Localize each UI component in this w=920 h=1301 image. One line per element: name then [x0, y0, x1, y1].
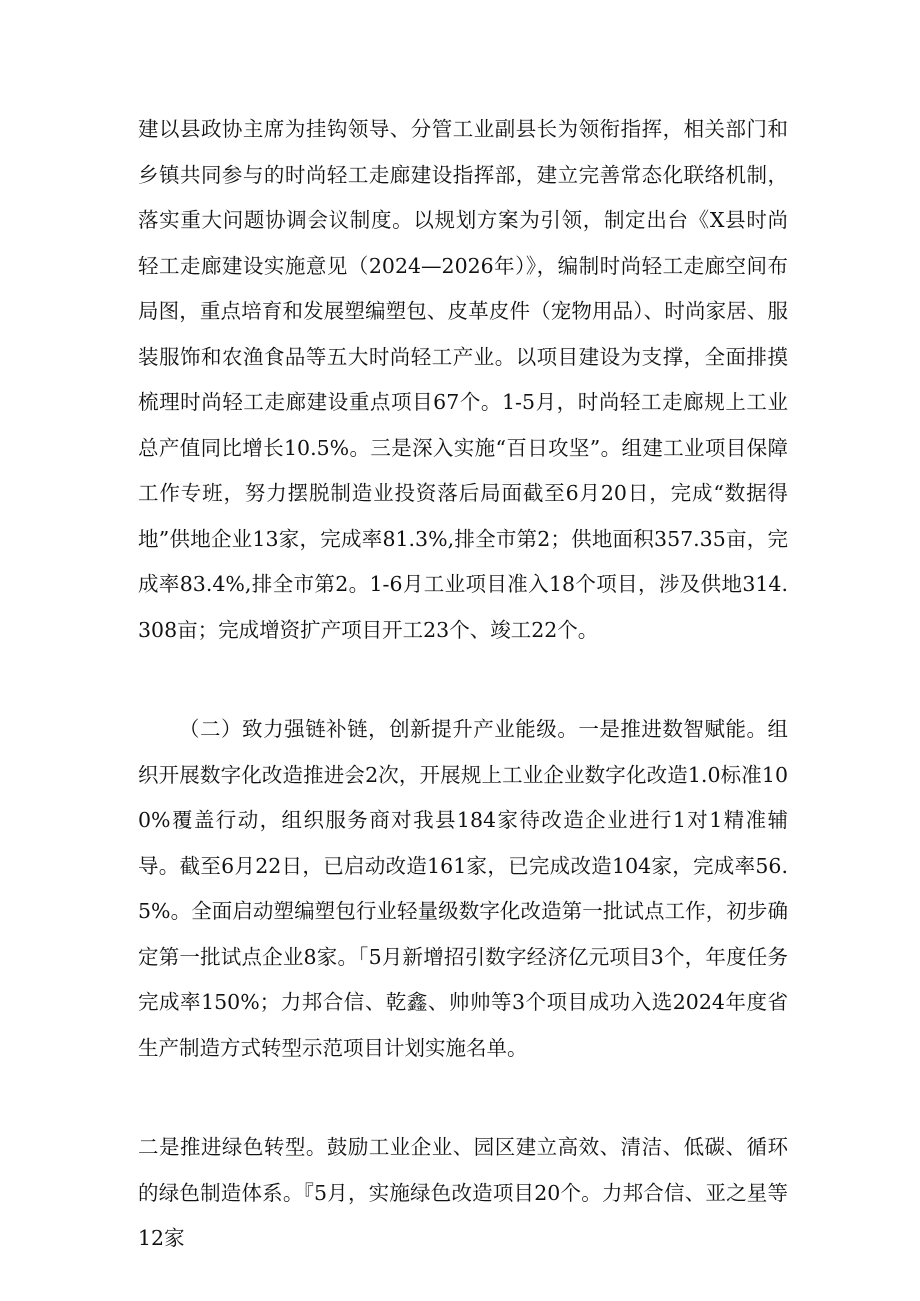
body-paragraph-3: 二是推进绿色转型。鼓励工业企业、园区建立高效、清洁、低碳、循环的绿色制造体系。『5月，实施绿色改造项目20个。力邦合信、亚之星等12家	[138, 1135, 788, 1250]
body-paragraph-1: 建以县政协主席为挂钩领导、分管工业副县长为领衔指挥，相关部门和乡镇共同参与的时尚轻工走廊建设指挥部，建立完善常态化联络机制，落实重大问题协调会议制度。以规划方案为引领，制定出台《X县时尚轻工走廊建设实施意见（2024—2026年）》，编制时尚轻工走廊空间布局图，重点培育和发展塑编塑包、皮革皮件（宠物用品）、时尚家居、服装服饰和农渔食品等五大时尚轻工产业。以项目建设为支撑，全面排摸梳理时尚轻工走廊建设重点项目67个。1-5月，时尚轻工走廊规上工业总产值同比增长10.5%。三是深入实施“百日攻坚”。组建工业项目保障工作专班，努力摆脱制造业投资落后局面截至6月20日，完成“数据得地”供地企业13家，完成率81.3%,排全市第2；供地面积357.35亩，完成率83.4%,排全市第2。1-6月工业项目准入18个项目，涉及供地314.308亩；完成增资扩产项目开工23个、竣工22个。	[138, 117, 788, 642]
body-paragraph-2: （二）致力强链补链，创新提升产业能级。一是推进数智赋能。组织开展数字化改造推进会2次，开展规上工业企业数字化改造1.0标准100%覆盖行动，组织服务商对我县184家待改造企业进行1对1精准辅导。截至6月22日，已启动改造161家，已完成改造104家，完成率56.5%。全面启动塑编塑包行业轻量级数字化改造第一批试点工作，初步确定第一批试点企业8家。「5月新增招引数字经济亿元项目3个，年度任务完成率150%；力邦合信、乾鑫、帅帅等3个项目成功入选2024年度省生产制造方式转型示范项目计划实施名单。	[138, 717, 788, 1060]
